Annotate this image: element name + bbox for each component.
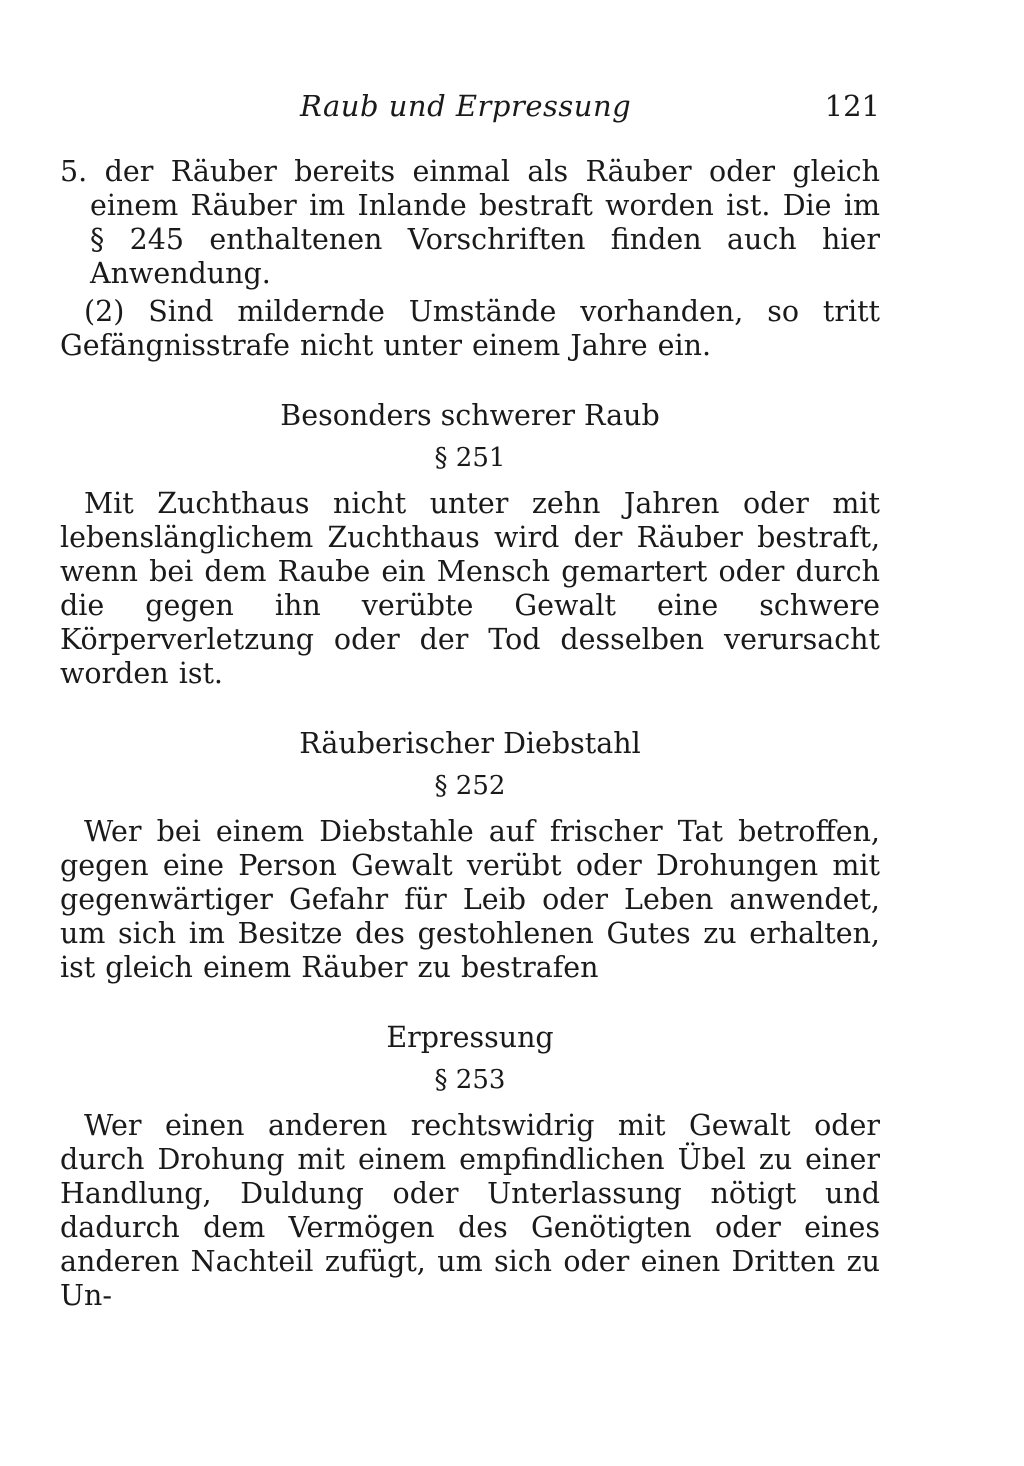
paragraph-2: (2) Sind mildernde Umstände vorhanden, so tritt Gefängnisstrafe nicht unter einem Jahre ein.	[60, 295, 880, 362]
section-heading-252: Räuberischer Diebstahl	[299, 727, 641, 760]
section-text-251: Mit Zuchthaus nicht unter zehn Jahren oder mit lebenslänglichem Zuchthaus wird der Räuber bestraft, wenn bei dem Raube ein Mensch gemartert oder durch die gegen ihn verübte Gewalt eine schwere Körperverletzung oder der Tod desselben verursacht worden ist.	[60, 487, 880, 690]
section-number-253: § 253	[434, 1065, 506, 1095]
book-page	[60, 0, 880, 1466]
section-heading-251: Besonders schwerer Raub	[280, 399, 660, 432]
page-number: 121	[824, 89, 880, 123]
section-number-252: § 252	[434, 771, 506, 801]
list-item-5: 5. der Räuber bereits einmal als Räuber oder gleich einem Räuber im Inlande bestraft worden ist. Die im § 245 enthaltenen Vorschriften finden auch hier Anwendung.	[60, 155, 880, 290]
section-text-252: Wer bei einem Diebstahle auf frischer Tat betroffen, gegen eine Person Gewalt verübt oder Drohungen mit gegenwärtiger Gefahr für Leib oder Leben anwendet, um sich im Besitze des gestohlenen Gutes zu erhalten, ist gleich einem Räuber zu bestrafen	[60, 815, 880, 984]
page-body	[60, 155, 880, 1313]
section-text-253: Wer einen anderen rechtswidrig mit Gewalt oder durch Drohung mit einem empfindlichen Übel zu einer Handlung, Duldung oder Unterlassung nötigt und dadurch dem Vermögen des Genötigten oder eines anderen Nachteil zufügt, um sich oder einen Dritten zu Un-	[60, 1109, 880, 1312]
section-number-251: § 251	[434, 443, 506, 473]
section-heading-253: Erpressung	[386, 1021, 554, 1054]
running-title: Raub und Erpressung	[300, 89, 632, 123]
page-header	[60, 86, 880, 130]
